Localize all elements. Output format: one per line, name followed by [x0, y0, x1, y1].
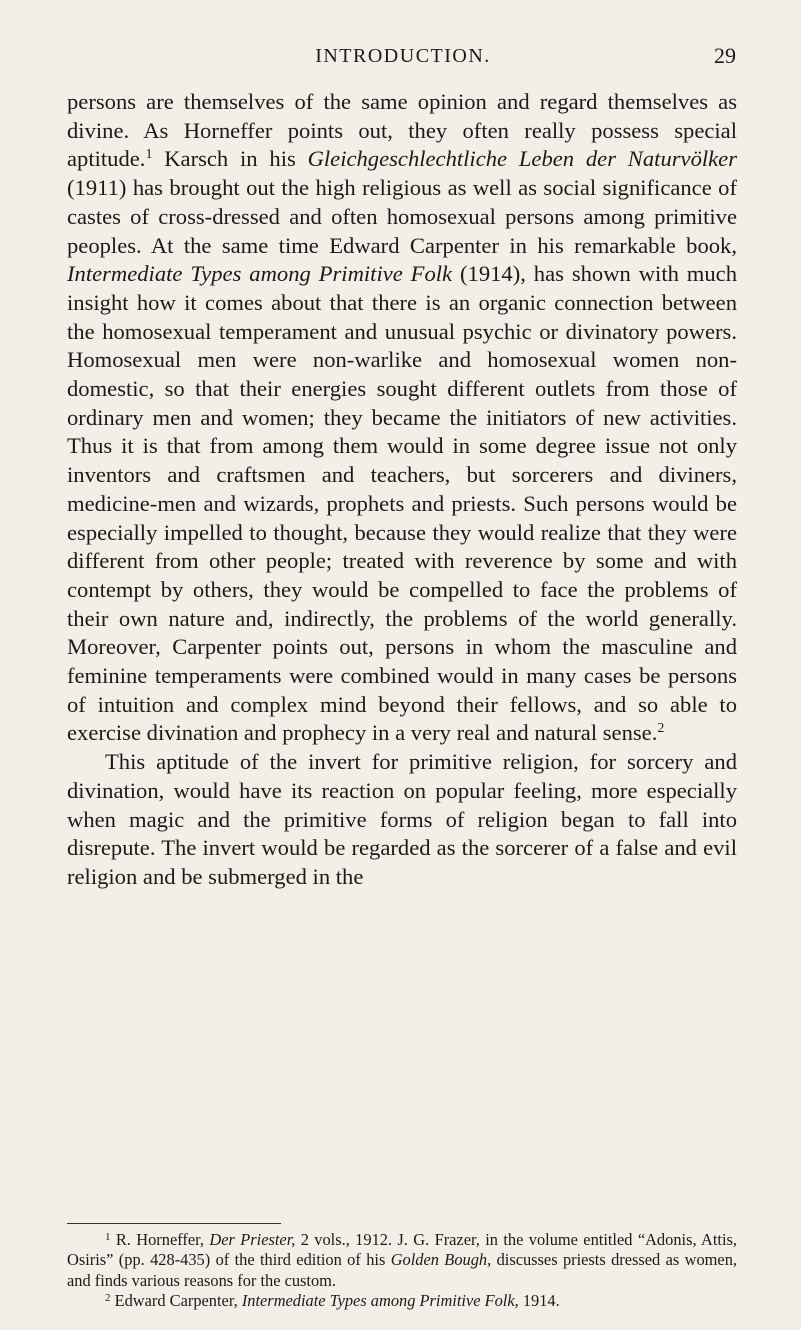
text-run: (1914), has shown with much insight how it comes about that there is an organic connection between the homosexual temperament and unusual psychic or divinatory powers. Homosexual men were non-warlike and homosexual women non-domestic, so that their energies sought different outlets from those of ordinary men and women; they became the initiators of new activities. Thus it is that from among them would in some degree issue not only inventors and craftsmen and teachers, but sorcerers and diviners, medicine-men and wizards, prophets and priests. Such persons would be especially impelled to thought, because they would realize that they were different from other people; treated with reverence by some and with contempt by others, they would be compelled to face the problems of their own nature and, indirectly, the problems of the world generally. Moreover, Carpenter points out, persons in whom the masculine and feminine temperaments were combined would in many cases be persons of intuition and complex mind beyond their fellows, and so able to exercise divination and prophecy in a very real and natural sense.	[67, 261, 737, 746]
footnote-text: 2 vols., 1912. J. G. Frazer, in the volume entitled “Adonis, Attis, Osiris” (pp. 428-435) of the third edition of his	[67, 1230, 737, 1270]
footnote-1	[67, 1230, 737, 1291]
running-head: INTRODUCTION.	[315, 45, 491, 67]
text-run: (1911) has brought out the high religious as well as social significance of castes of cross-dressed and often homosexual persons among primitive peoples. At the same time Edward Carpenter in his remarkable book,	[67, 175, 737, 258]
page-number: 29	[714, 43, 736, 68]
footnote-title: Intermediate Types among Primitive Folk,	[241, 1290, 519, 1310]
paragraph-2: This aptitude of the invert for primitive religion, for sorcery and divination, would have its reaction on popular feeling, more especially when magic and the primitive forms of religion began to fall into disrepute. The invert would be regarded as the sorcerer of a false and evil religion and be submerged in the	[67, 749, 737, 889]
book-title-karsch: Gleichgeschlechtliche Leben der Naturvölker	[307, 146, 737, 172]
footnote-text: 1914.	[518, 1290, 560, 1310]
text-run: Karsch in his	[152, 146, 308, 172]
page-header	[70, 43, 736, 73]
text-run: persons are themselves of the same opinion and regard themselves as divine. As Horneffer points out, they often really possess special aptitude.	[67, 89, 737, 172]
footnote-text: Edward Carpenter,	[110, 1290, 242, 1310]
footnotes	[67, 1230, 737, 1311]
footnote-ref-1: 1	[145, 147, 153, 163]
footnote-mark: 2	[105, 1291, 111, 1304]
footnote-rule	[67, 1223, 281, 1224]
footnote-mark: 1	[105, 1231, 111, 1243]
footnote-text: discusses priests dressed as women, and finds various reasons for the custom.	[67, 1250, 737, 1290]
footnote-ref-2: 2	[657, 721, 665, 737]
paragraph-1	[67, 88, 737, 748]
footnote-text: R. Horneffer,	[110, 1230, 210, 1249]
footnote-2	[67, 1291, 737, 1311]
book-title-carpenter: Intermediate Types among Primitive Folk	[67, 261, 453, 287]
body-text	[67, 88, 737, 892]
footnote-title: Der Priester,	[209, 1230, 296, 1249]
footnote-title: Golden Bough,	[390, 1250, 492, 1270]
